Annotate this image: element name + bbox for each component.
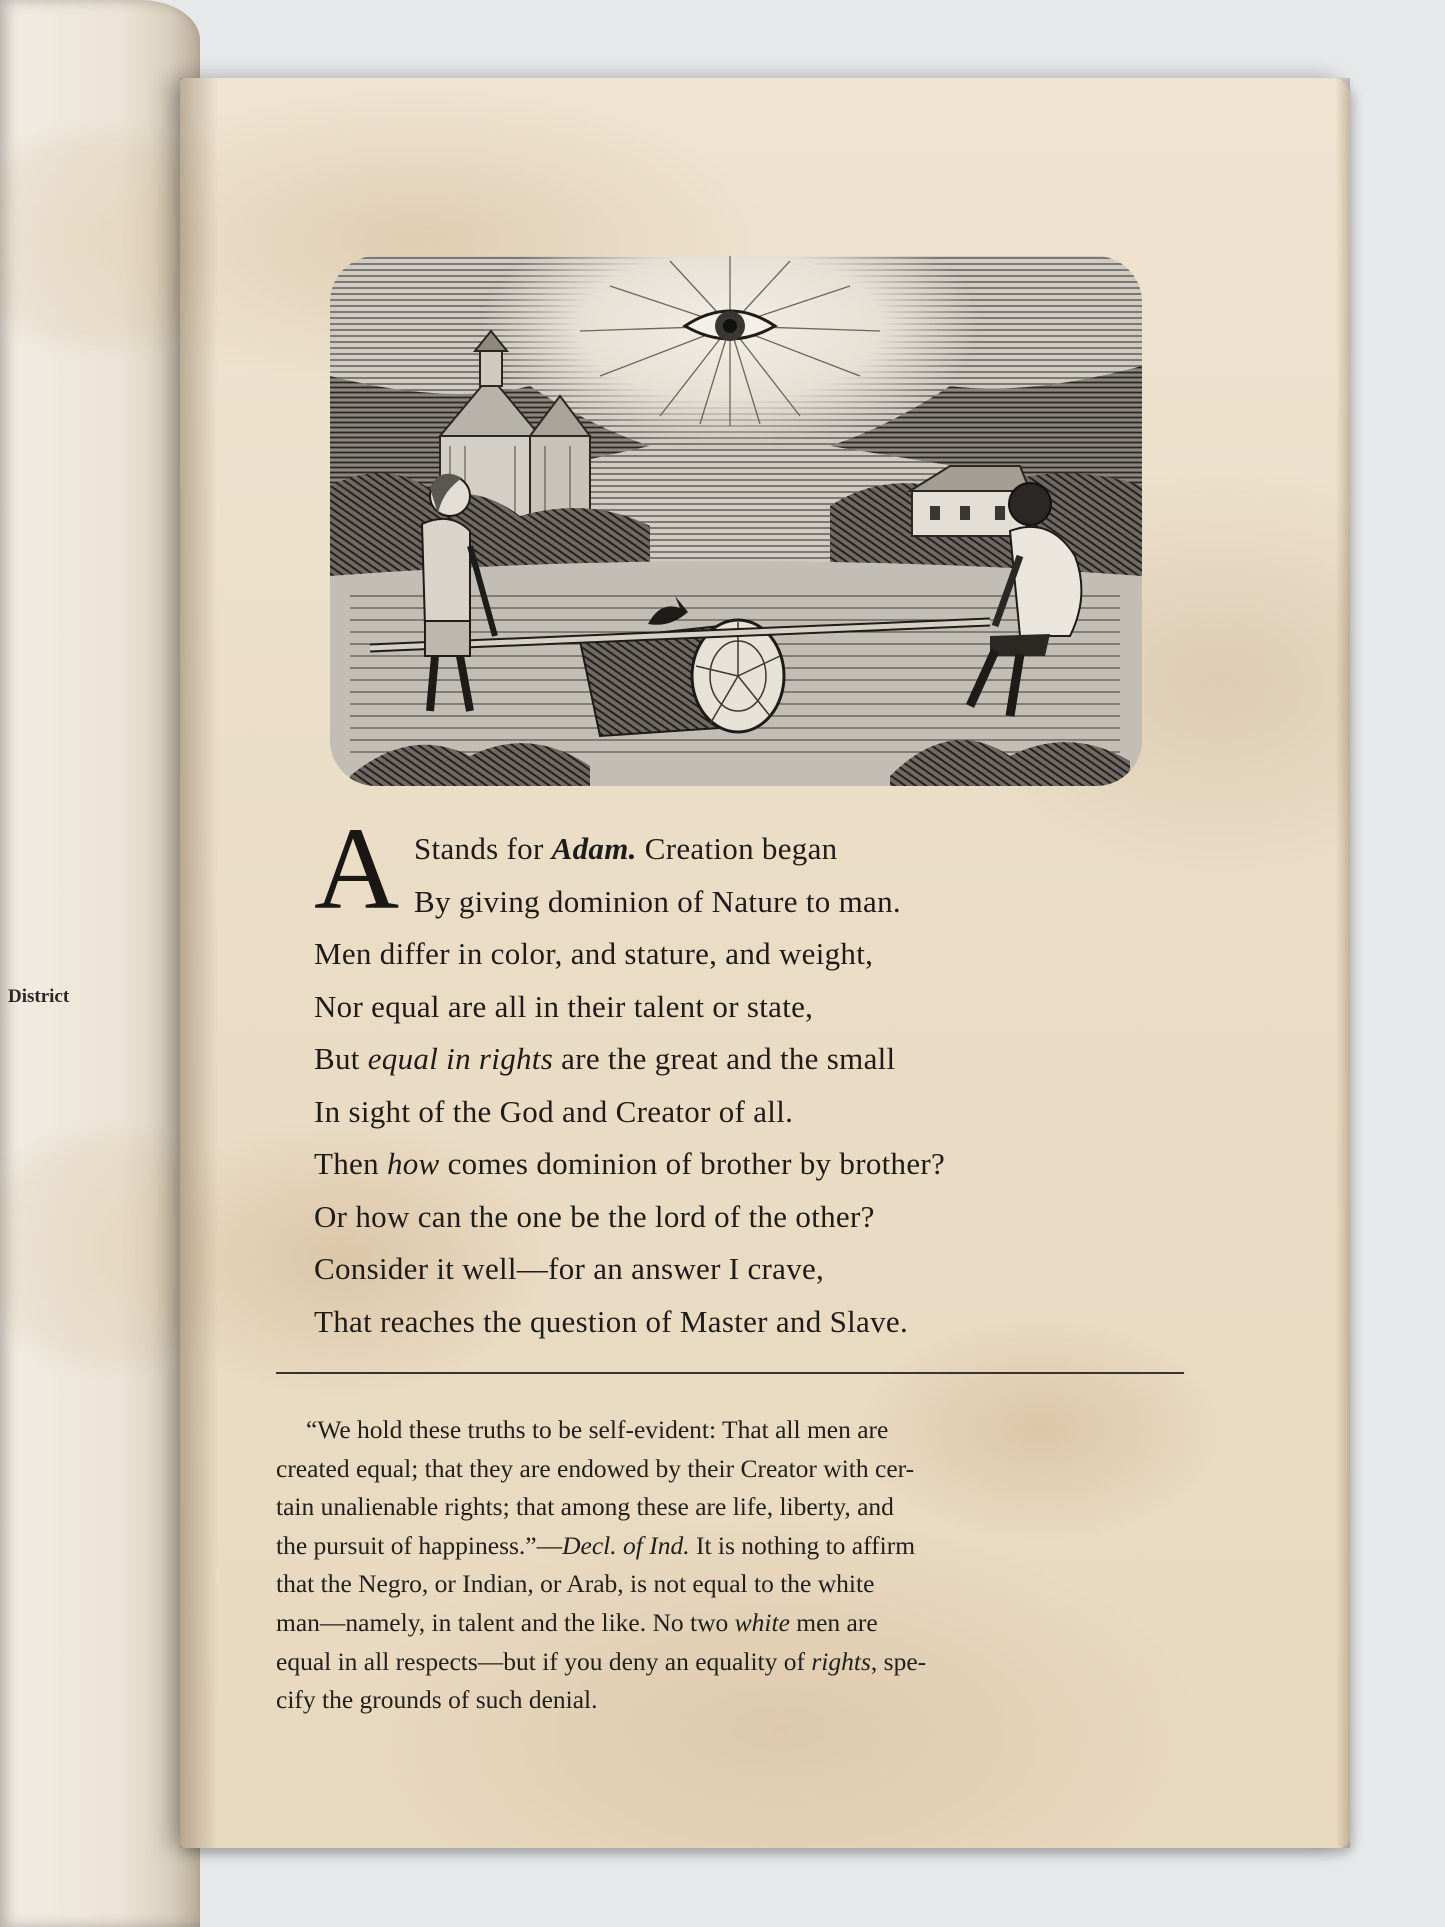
verse-line: Consider it well—for an answer I crave, xyxy=(314,1251,825,1286)
verse-line: Stands for Adam. Creation began xyxy=(414,831,838,866)
footnote-block xyxy=(276,1411,1186,1720)
footnote-line: the pursuit of happiness.”—Decl. of Ind. It is nothing to affirm xyxy=(276,1530,916,1560)
footnote-line: “We hold these truths to be self-evident: That all men are xyxy=(306,1415,889,1444)
verse-block xyxy=(314,803,1214,1348)
divider-rule xyxy=(276,1372,1184,1374)
verse-line: That reaches the question of Master and Slave. xyxy=(314,1303,908,1339)
page-gutter-shadow xyxy=(180,78,218,1848)
verse-line: Nor equal are all in their talent or state, xyxy=(314,988,814,1024)
footnote-line: equal in all respects—but if you deny an equality of rights, spe- xyxy=(276,1646,927,1676)
footnote-line: tain unalienable rights; that among these are life, liberty, and xyxy=(276,1492,894,1522)
verse-line: By giving dominion of Nature to man. xyxy=(414,883,901,919)
footnote-line: cify the grounds of such denial. xyxy=(276,1685,598,1715)
verse-line: Then how comes dominion of brother by brother? xyxy=(314,1146,946,1181)
left-facing-page xyxy=(0,0,200,1927)
verse-line: But equal in rights are the great and the small xyxy=(314,1041,896,1076)
footnote-line: that the Negro, or Indian, or Arab, is not equal to the white xyxy=(276,1569,875,1599)
engraving-illustration xyxy=(330,256,1142,786)
verse-line: In sight of the God and Creator of all. xyxy=(314,1093,794,1129)
verse-line: Or how can the one be the lord of the other? xyxy=(314,1198,875,1234)
margin-text: District xyxy=(8,986,70,1007)
verse-line: Men differ in color, and stature, and weight, xyxy=(314,936,874,971)
engraving-svg xyxy=(330,256,1142,786)
book-page xyxy=(180,78,1350,1848)
page-edge xyxy=(1336,78,1350,1848)
footnote-line: man—namely, in talent and the like. No two white men are xyxy=(276,1607,878,1637)
drop-cap: A xyxy=(314,803,400,934)
footnote-line: created equal; that they are endowed by their Creator with cer- xyxy=(276,1453,915,1483)
